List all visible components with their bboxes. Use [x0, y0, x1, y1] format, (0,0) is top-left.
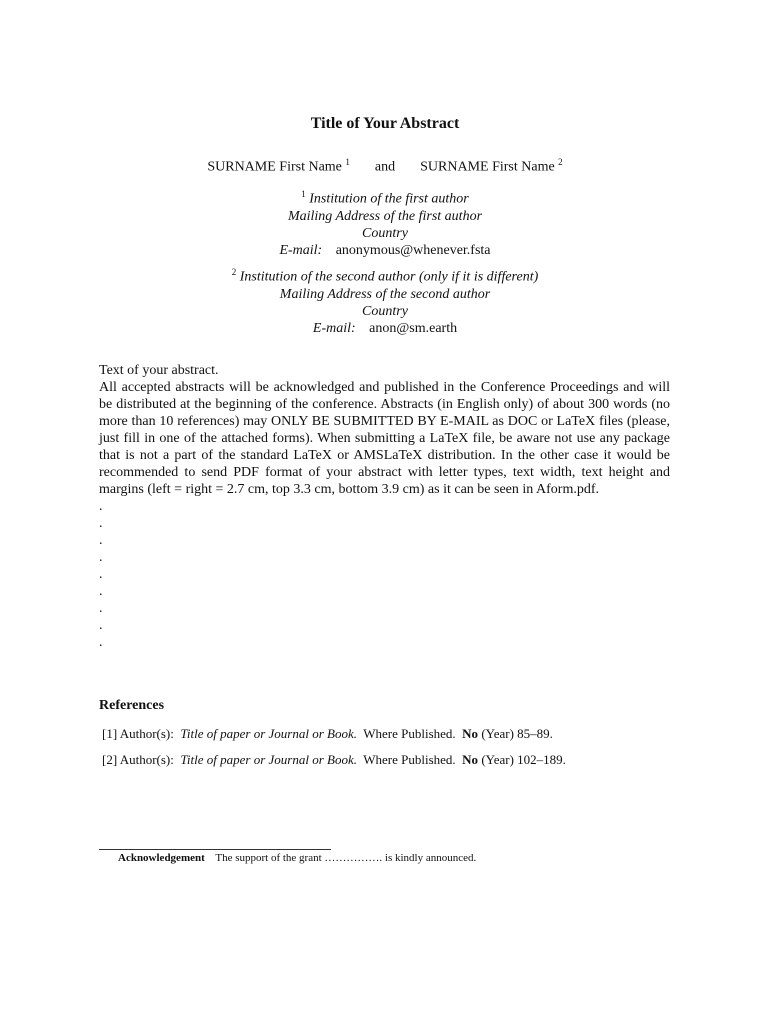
affiliation-1-email[interactable]: anonymous@whenever.fsta [335, 242, 491, 258]
reference-no: No [462, 726, 479, 741]
reference-no: No [462, 752, 479, 767]
reference-number: [1] [102, 726, 118, 741]
reference-where: Where Published. [363, 752, 456, 767]
affiliation-1-address: Mailing Address of the first author [287, 208, 483, 224]
dot: . [99, 618, 103, 633]
reference-where: Where Published. [363, 726, 456, 741]
reference-item-2 [102, 752, 566, 768]
footnote-label: Acknowledgement [118, 852, 205, 864]
footnote-divider [99, 849, 331, 850]
reference-title: Title of paper or Journal or Book. [180, 752, 357, 767]
dot: . [99, 584, 103, 599]
abstract-body [99, 362, 670, 651]
abstract-title: Title of Your Abstract [310, 115, 460, 132]
reference-authors: Author(s): [119, 752, 174, 767]
author-conjunction: and [374, 159, 396, 175]
author-1-superscript: 1 [345, 157, 350, 167]
footnote-text: The support of the grant ……………. is kindly announced. [215, 852, 477, 864]
footnote [118, 852, 476, 864]
dot: . [99, 550, 103, 565]
affiliation-2-institution: Institution of the second author (only if it is different) [239, 269, 539, 285]
reference-year-pages: (Year) 85–89. [481, 726, 553, 741]
dot: . [99, 635, 103, 650]
author-line [0, 157, 770, 176]
affiliation-2-email[interactable]: anon@sm.earth [369, 320, 458, 336]
dot: . [99, 601, 103, 616]
dot: . [99, 567, 103, 582]
author-1-name: SURNAME First Name [207, 159, 342, 175]
reference-title: Title of paper or Journal or Book. [180, 726, 357, 741]
abstract-text: All accepted abstracts will be acknowledged and published in the Conference Proceedings and will be distributed at the beginning of the conference. Abstracts (in English only) of about 300 words (no more than 10 references) may ONLY BE SUBMITTED BY E-MAIL as DOC or LaTeX files (please, just fill in one of the attached forms). When submitting a LaTeX file, be aware not use any package that is not a part of the standard LaTeX or AMSLaTeX distribution. In the other case it would be recommended to send PDF format of your abstract with letter types, text width, text height and margins (left = right = 2.7 cm, top 3.3 cm, bottom 3.9 cm) as it can be seen in Aform.pdf. [99, 380, 670, 497]
author-2-superscript: 2 [558, 157, 563, 167]
dot: . [99, 499, 103, 514]
affiliation-2-superscript: 2 [231, 267, 237, 277]
affiliation-2-country: Country [362, 303, 408, 319]
reference-authors: Author(s): [119, 726, 174, 741]
dot: . [99, 533, 103, 548]
affiliation-1-superscript: 1 [301, 189, 306, 199]
dot: . [99, 516, 103, 531]
author-2-name: SURNAME First Name [420, 159, 555, 175]
reference-item-1 [102, 726, 553, 742]
affiliation-1-country: Country [362, 225, 408, 241]
affiliation-2 [0, 264, 770, 337]
abstract-ellipsis-dots [99, 498, 670, 651]
abstract-intro: Text of your abstract. [99, 363, 219, 378]
affiliation-2-email-label: E-mail: [312, 320, 356, 336]
affiliation-1 [0, 186, 770, 259]
reference-year-pages: (Year) 102–189. [481, 752, 566, 767]
affiliation-1-institution: Institution of the first author [309, 191, 469, 207]
reference-number: [2] [102, 752, 118, 767]
affiliation-1-email-label: E-mail: [279, 242, 323, 258]
references-heading: References [99, 698, 165, 713]
affiliation-2-address: Mailing Address of the second author [279, 286, 491, 302]
